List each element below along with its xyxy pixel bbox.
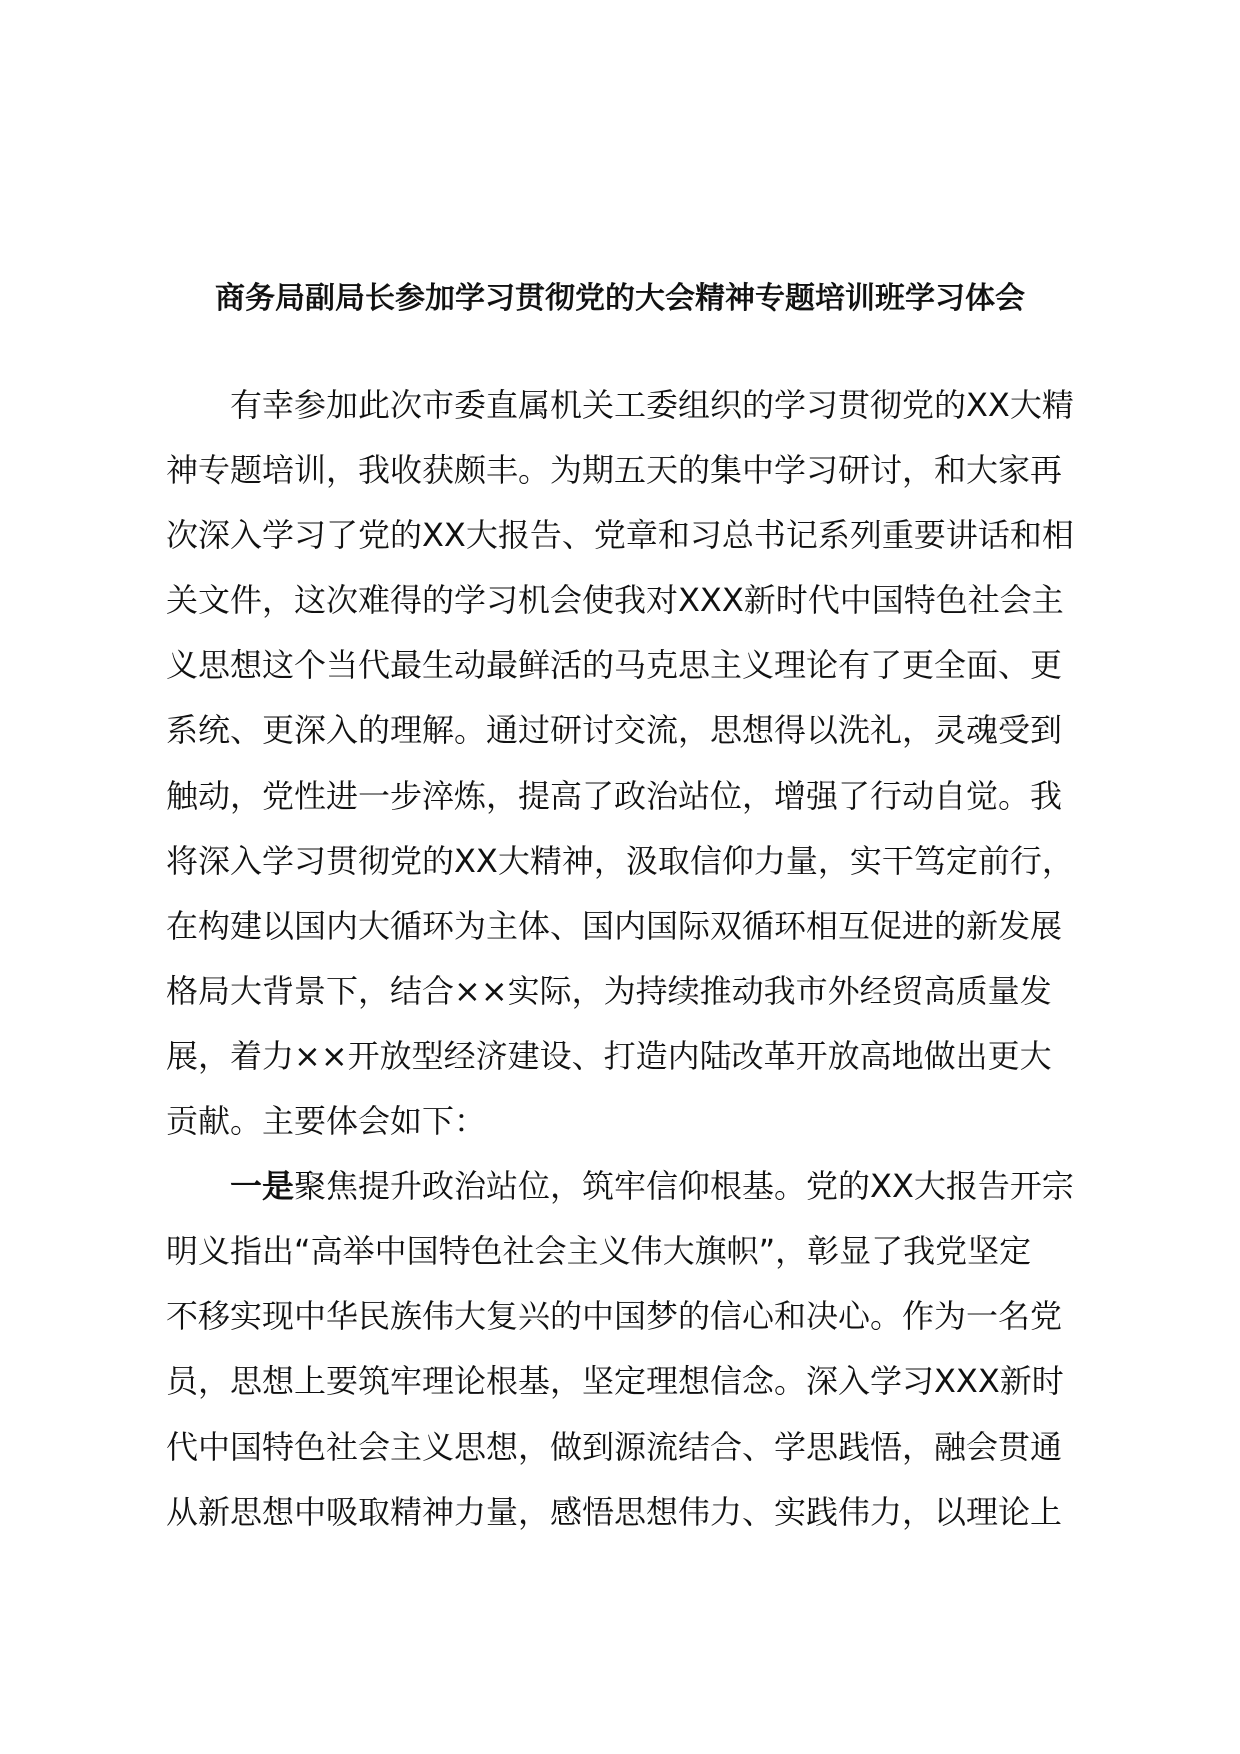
document-body <box>166 373 1120 1545</box>
paragraph-2-line-1 <box>166 1154 1120 1219</box>
paragraph-1-line-12: 贡献。主要体会如下： <box>166 1102 487 1141</box>
paragraph-2-line-4: 员，思想上要筑牢理论根基，坚定理想信念。深入学习XXX新时 <box>166 1362 1064 1401</box>
paragraph-1-line-10: 格局大背景下，结合××实际，为持续推动我市外经贸高质量发 <box>166 971 1052 1010</box>
paragraph-2-line-3: 不移实现中华民族伟大复兴的中国梦的信心和决心。作为一名党 <box>166 1297 1063 1336</box>
paragraph-2-line-6: 从新思想中吸取精神力量，感悟思想伟力、实践伟力，以理论上 <box>166 1492 1063 1531</box>
paragraph-1-line-8: 将深入学习贯彻党的XX大精神，汲取信仰力量，实干笃定前行， <box>166 841 1074 880</box>
paragraph-1-line-1: 有幸参加此次市委直属机关工委组织的学习贯彻党的XX大精 <box>230 386 1074 424</box>
paragraph-1-line-4: 关文件，这次难得的学习机会使我对XXX新时代中国特色社会主 <box>166 581 1064 620</box>
paragraph-1-line-2: 神专题培训，我收获颇丰。为期五天的集中学习研讨，和大家再 <box>166 451 1063 490</box>
paragraph-1-line-11: 展，着力××开放型经济建设、打造内陆改革开放高地做出更大 <box>166 1036 1052 1075</box>
document-title: 商务局副局长参加学习贯彻党的大会精神专题培训班学习体会 <box>215 281 1025 316</box>
paragraph-1-line-9: 在构建以国内大循环为主体、国内国际双循环相互促进的新发展 <box>166 906 1063 945</box>
paragraph-1-line-5: 义思想这个当代最生动最鲜活的马克思主义理论有了更全面、更 <box>166 646 1063 685</box>
paragraph-1-line-7: 触动，党性进一步淬炼，提高了政治站位，增强了行动自觉。我 <box>166 776 1063 815</box>
paragraph-2-line-2: 明义指出“高举中国特色社会主义伟大旗帜”，彰显了我党坚定 <box>166 1232 1032 1271</box>
paragraph-2-line-5: 代中国特色社会主义思想，做到源流结合、学思践悟，融会贯通 <box>166 1427 1063 1466</box>
paragraph-1-line-6: 系统、更深入的理解。通过研讨交流，思想得以洗礼，灵魂受到 <box>166 711 1063 750</box>
paragraph-1-line-3: 次深入学习了党的XX大报告、党章和习总书记系列重要讲话和相 <box>166 516 1074 555</box>
paragraph-2-lead: 一是 <box>230 1167 295 1206</box>
paragraph-2-line-1-text: 聚焦提升政治站位，筑牢信仰根基。党的XX大报告开宗 <box>294 1167 1074 1206</box>
